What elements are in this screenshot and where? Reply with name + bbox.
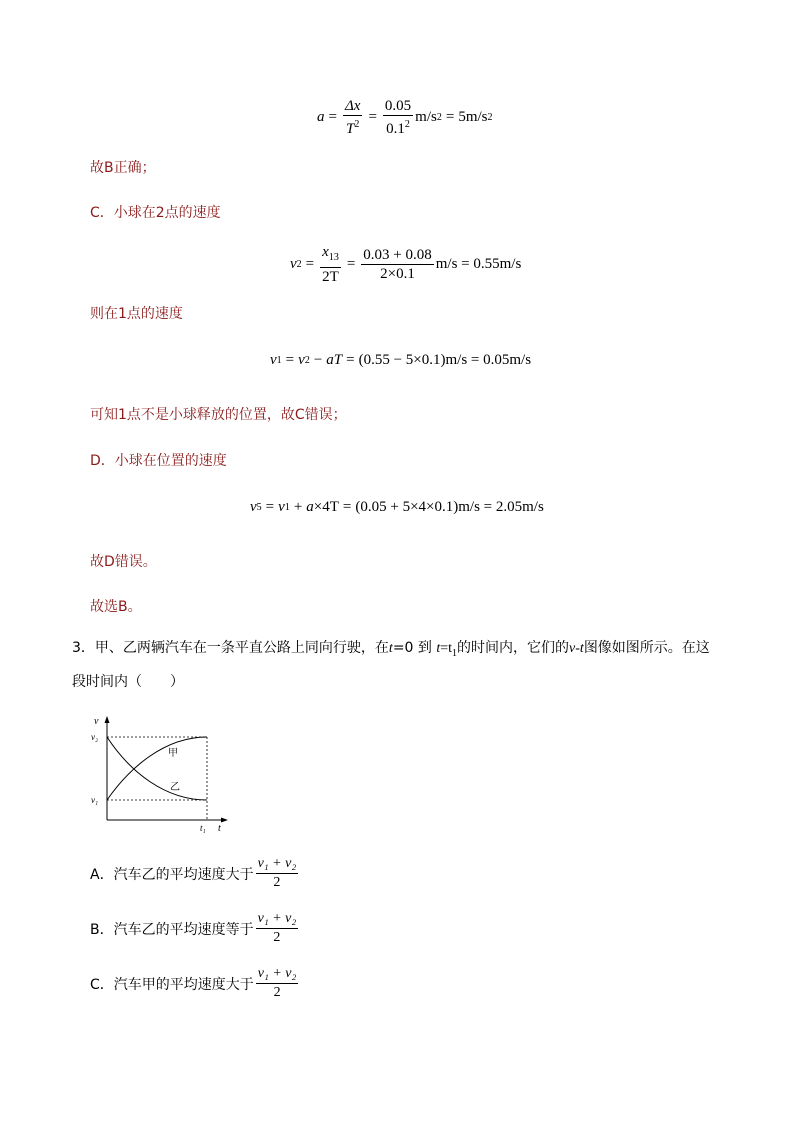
question-t1-eq: =t [440, 641, 453, 656]
eq-a-num1: Δx [344, 98, 361, 114]
text-choose-b: 故选B。 [90, 599, 142, 615]
y-axis-arrow [105, 716, 110, 723]
eq-v1-aT: aT [326, 352, 343, 368]
eq-a-frac1 [343, 98, 362, 137]
eq-v5-tail: (0.05 + 5×4×0.1)m/s = 2.05m/s [355, 499, 544, 515]
option-c-text: C．汽车甲的平均速度大于 [90, 976, 254, 993]
text-b-correct: 故B正确； [90, 160, 156, 176]
text-d-wrong: 故D错误。 [90, 554, 157, 570]
question-vt: v-t [569, 641, 584, 656]
eq-a-result-exp: 2 [487, 112, 493, 123]
y-axis-label: v [94, 716, 99, 727]
option-a[interactable] [90, 856, 300, 891]
equation-v1: v 1 = v 2 − aT = (0.55 − 5×0.1)m/s = 0.05m/s [270, 352, 532, 368]
equation-acceleration: a = $\frac{\Delta x}{T^2}$ = $\frac{0.05}{0.1^2}$ m/s 2 = 5m/s 2 [317, 98, 493, 137]
question-number: 3． [72, 640, 95, 656]
option-b-num: v₁ + v₂ [256, 911, 299, 929]
eq-a-result: 5m/s [458, 109, 488, 125]
equation-v5: v 5 = v 1 + a ×4T = (0.05 + 5×4×0.1)m/s = 2.05m/s [250, 499, 544, 515]
option-a-den: 2 [273, 875, 281, 890]
x-axis-arrow [221, 818, 228, 823]
label-yi: 乙 [170, 782, 180, 793]
eq-v2-num2: 0.03 + 0.08 [363, 247, 432, 263]
label-jia: 甲 [168, 748, 178, 759]
question-text-2: 的时间内，它们的 [457, 640, 570, 656]
eq-a-frac2 [383, 98, 413, 137]
v2-label: v₂ [91, 732, 99, 742]
option-c[interactable] [90, 966, 300, 1001]
text-then-1: 则在1点的速度 [90, 306, 183, 322]
equation-v2: v 2 = $\frac{x_{13}}{2T}$ = $\frac{0.03 + 0.08}{2\times 0.1}$ m/s = 0.55m/s [290, 244, 522, 285]
eq-v5-4T: ×4T [313, 499, 339, 515]
eq-v2-num1-sub: 13 [328, 252, 339, 263]
question-t1: t [436, 641, 441, 656]
option-b-den: 2 [273, 930, 281, 945]
option-b-text: B．汽车乙的平均速度等于 [90, 921, 254, 938]
question-t0: t [388, 641, 393, 656]
eq-v1-var: v [270, 352, 277, 368]
eq-v2-tail: m/s = 0.55m/s [435, 256, 522, 272]
v1-label: v₁ [91, 795, 99, 805]
eq-a-den2-base: 0.1 [386, 121, 405, 137]
eq-v2-den2: 2×0.1 [380, 266, 415, 282]
text-c-heading: C．小球在2点的速度 [90, 205, 221, 221]
option-a-text: A．汽车乙的平均速度大于 [90, 866, 254, 883]
option-a-frac [256, 856, 299, 891]
curve-yi [107, 737, 207, 800]
eq-v5-a: a [306, 499, 314, 515]
eq-v1-v2-var: v [298, 352, 305, 368]
question-text-1: 甲、乙两辆汽车在一条平直公路上同向行驶，在 [94, 640, 389, 656]
eq-v2-frac2 [361, 247, 433, 282]
option-a-num: v₁ + v₂ [256, 856, 299, 874]
vt-graph [90, 712, 240, 837]
option-c-den: 2 [273, 985, 281, 1000]
eq-a-den1-base: T [346, 121, 355, 137]
option-b-frac [256, 911, 299, 946]
eq-a-lhs: a [317, 109, 325, 125]
text-d-heading: D．小球在位置的速度 [90, 453, 227, 469]
eq-v2-num1-var: x [322, 244, 329, 260]
eq-v1-tail: (0.55 − 5×0.1)m/s = 0.05m/s [358, 352, 532, 368]
option-c-num: v₁ + v₂ [256, 966, 299, 984]
eq-v2-frac1 [320, 244, 341, 285]
x-axis-label: t [218, 823, 221, 834]
text-c-wrong: 可知1点不是小球释放的位置，故C错误； [90, 407, 347, 423]
eq-v2-lhs-sub: 2 [296, 259, 302, 270]
eq-v1-v2-sub: 2 [304, 355, 310, 366]
eq-v5-v1-var: v [278, 499, 285, 515]
eq-a-unit: m/s [415, 109, 437, 125]
eq-a-num2: 0.05 [384, 98, 412, 114]
question-text-3: 图像如图所示。在这段时间内（ ） [72, 640, 710, 690]
question-t1-sub: 1 [452, 648, 458, 659]
eq-v5-sub: 5 [256, 502, 262, 513]
eq-v5-var: v [250, 499, 257, 515]
eq-a-den1-exp: 2 [354, 119, 360, 130]
option-b[interactable] [90, 911, 300, 946]
eq-v1-sub: 1 [276, 355, 282, 366]
option-c-frac [256, 966, 299, 1001]
question-3 [72, 634, 722, 696]
eq-a-den2-exp: 2 [404, 119, 410, 130]
eq-a-unit-exp: 2 [436, 112, 442, 123]
eq-v5-v1-sub: 1 [284, 502, 290, 513]
t1-label: t₁ [200, 823, 206, 833]
curve-jia [107, 737, 207, 800]
question-t0-eq: =0 到 [392, 640, 437, 656]
eq-v2-den1: 2T [322, 269, 339, 285]
eq-v2-lhs: v [290, 256, 297, 272]
